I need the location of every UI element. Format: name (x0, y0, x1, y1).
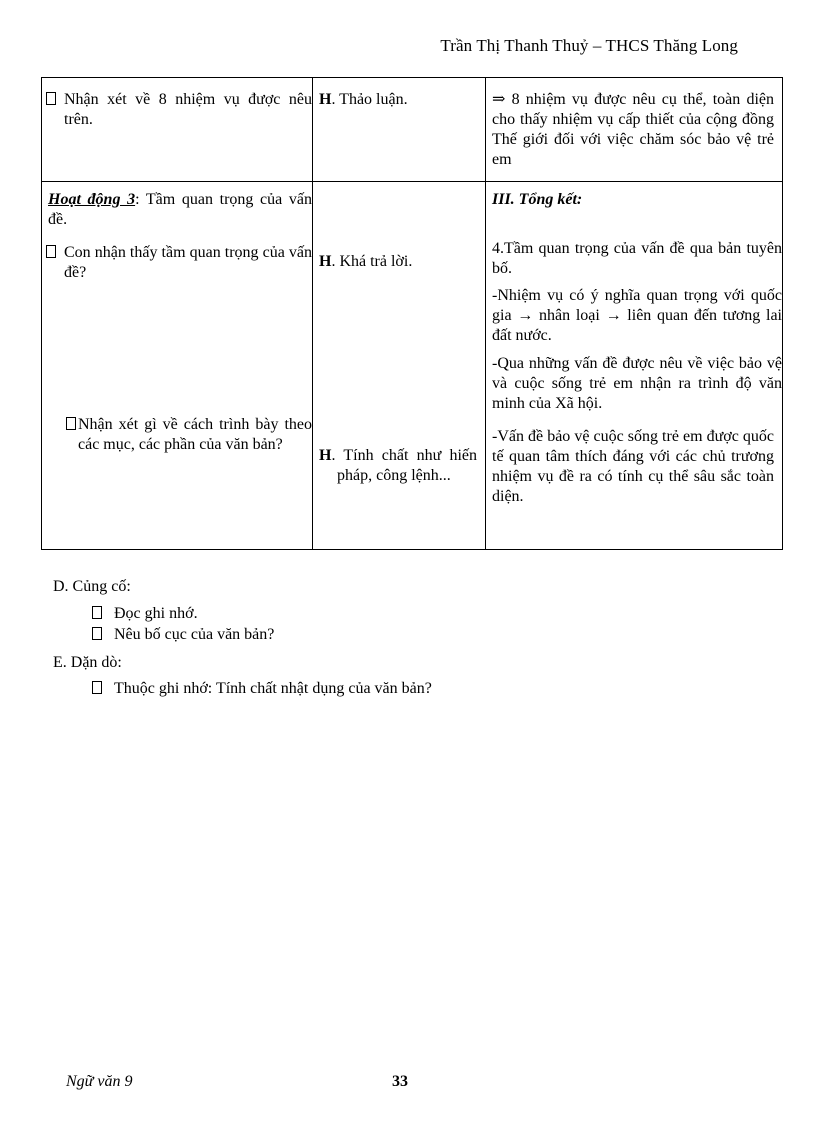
table-row (42, 182, 783, 550)
student-cell (313, 78, 486, 182)
student-answer-text: . Tính chất như hiến pháp, công lệnh... (331, 447, 477, 484)
student-cell (313, 182, 486, 550)
question-text: Nhận xét gì về cách trình bày theo các mục, các phần của văn bản? (78, 416, 312, 453)
teacher-cell (42, 78, 313, 182)
content-text: -Qua những vấn đề được nêu về việc bảo vệ và cuộc sống trẻ em nhận ra trình độ văn minh của Xã hội. (492, 355, 782, 412)
teacher-cell (42, 182, 313, 550)
teacher-activity-text: Nhận xét về 8 nhiệm vụ được nêu trên. (64, 91, 312, 128)
list-item (92, 626, 274, 644)
section-e-title: E. Dặn dò: (53, 654, 122, 671)
table-row (42, 78, 783, 182)
list-item-text: Thuộc ghi nhớ: Tính chất nhật dụng của văn bản? (114, 680, 432, 697)
section-d-title: D. Củng cố: (53, 578, 131, 595)
list-item-text: Đọc ghi nhớ. (114, 605, 198, 622)
activity-label: Hoạt động 3 (48, 191, 136, 208)
question-text: Con nhận thấy tầm quan trọng của vấn đề? (64, 244, 312, 281)
student-prefix: H (319, 91, 332, 108)
student-prefix: H (319, 253, 332, 270)
summary-heading: III. Tổng kết: (492, 191, 583, 208)
student-activity-text: . Thảo luận. (331, 91, 408, 108)
student-answer-text: . Khá trả lời. (331, 253, 413, 270)
list-item (92, 605, 198, 623)
content-text: -Nhiệm vụ có ý nghĩa quan trọng với quốc gia → nhân loại → liên quan đến tương lai đất nước. (492, 287, 782, 344)
checkbox-bullet-icon (46, 92, 56, 105)
activity-title: : Tầm quan trọng của vấn đề. (48, 191, 312, 228)
checkbox-bullet-icon (46, 245, 56, 258)
content-text: 4.Tầm quan trọng của vấn đề qua bản tuyên bố. (492, 240, 782, 277)
list-item-text: Nêu bố cục của văn bản? (114, 626, 275, 643)
content-cell (486, 182, 783, 550)
content-text: -Vấn đề bảo vệ cuộc sống trẻ em được quốc tế quan tâm thích đáng với các chủ trương nhiệm vụ đề ra có tính cụ thể sâu sắc toàn diện. (492, 428, 774, 505)
student-prefix: H (319, 447, 332, 464)
checkbox-bullet-icon (66, 417, 76, 430)
page-header: Trần Thị Thanh Thuỷ – THCS Thăng Long (440, 36, 738, 55)
footer-subject: Ngữ văn 9 (66, 1073, 133, 1090)
checkbox-bullet-icon (92, 606, 102, 619)
checkbox-bullet-icon (92, 627, 102, 640)
content-text: ⇒ 8 nhiệm vụ được nêu cụ thể, toàn diện cho thấy nhiệm vụ cấp thiết của cộng đồng Thế giới đối với việc chăm sóc bảo vệ trẻ em (492, 91, 774, 168)
lesson-table (41, 77, 783, 550)
list-item (92, 680, 432, 698)
page-number: 33 (392, 1073, 408, 1090)
checkbox-bullet-icon (92, 681, 102, 694)
content-cell (486, 78, 783, 182)
